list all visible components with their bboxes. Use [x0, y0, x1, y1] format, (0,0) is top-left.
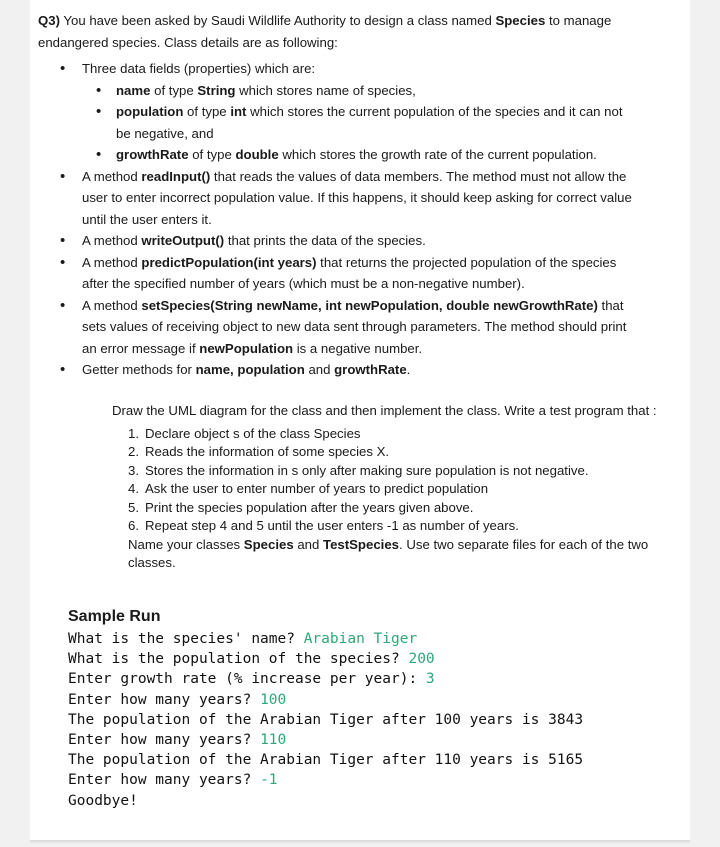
list-item: • Getter methods for name, population and growthRate.: [38, 359, 638, 381]
user-input: -1: [260, 772, 278, 789]
task-intro: Draw the UML diagram for the class and then implement the class. Write a test program that :: [112, 403, 657, 418]
user-input: 100: [260, 691, 287, 708]
question-block: [38, 10, 638, 381]
sample-run: [68, 607, 678, 811]
task-steps: [112, 425, 662, 536]
list-item: • Three data fields (properties) which are: • name of type String which stores name of species, • population of type int which stores the current population of the species and it can not be negative, and • growthRate of type double which stores the growth rate of the current population.: [38, 58, 638, 166]
list-item: • A method readInput() that reads the values of data members. The method must not allow the user to enter incorrect population value. If this happens, it should keep asking for correct value until the user enters it.: [38, 166, 638, 231]
task-block: [112, 402, 662, 573]
page-shadow: [30, 840, 690, 844]
console-line: What is the species' name? Arabian Tiger: [68, 631, 418, 647]
console-line: What is the population of the species? 200: [68, 651, 435, 668]
list-item: 4. Ask the user to enter number of years to predict population: [128, 481, 489, 496]
list-item: 1. Declare object s of the class Species: [128, 425, 361, 441]
list-item: • name of type String which stores name of species,: [82, 80, 638, 102]
user-input: Arabian Tiger: [303, 631, 418, 647]
console-line: Enter how many years? 100: [68, 691, 287, 708]
class-names-note: Name your classes Species and TestSpecies. Use two separate files for each of the two classes.: [128, 536, 649, 570]
fields-list: [82, 80, 638, 166]
console-line: Goodbye!: [68, 792, 138, 809]
list-item: • A method setSpecies(String newName, int newPopulation, double newGrowthRate) that sets values of receiving object to new data sent through parameters. The method should print an error message if newPopulation is a negative number.: [38, 295, 638, 360]
list-item: • A method predictPopulation(int years) that returns the projected population of the species after the specified number of years (which must be a non-negative number).: [38, 252, 638, 295]
user-input: 110: [260, 732, 287, 749]
requirements-list: [38, 58, 638, 381]
list-item: • growthRate of type double which stores the growth rate of the current population.: [82, 144, 638, 166]
console-line: Enter how many years? 110: [68, 732, 287, 749]
console-line: The population of the Arabian Tiger after 100 years is 3843: [68, 711, 584, 728]
sample-run-title: Sample Run: [68, 608, 161, 625]
user-input: 200: [408, 651, 435, 668]
list-item: 5. Print the species population after the years given above.: [128, 499, 474, 515]
console-line: The population of the Arabian Tiger after 110 years is 5165: [68, 752, 584, 769]
user-input: 3: [425, 671, 435, 688]
list-item: 6. Repeat step 4 and 5 until the user enters -1 as number of years.: [128, 518, 519, 533]
list-item: • population of type int which stores the current population of the species and it can not be negative, and: [82, 101, 638, 144]
console-line: Enter growth rate (% increase per year): 3: [68, 671, 435, 688]
question-intro: Q3) You have been asked by Saudi Wildlife Authority to design a class named Species to manage endangered species. Class details are as following:: [38, 13, 612, 50]
console-line: Enter how many years? -1: [68, 772, 278, 789]
list-item: 2. Reads the information of some species X.: [128, 444, 390, 459]
list-item: • A method writeOutput() that prints the data of the species.: [38, 230, 638, 252]
list-item: 3. Stores the information in s only after making sure population is not negative.: [128, 462, 589, 478]
question-label: Q3): [38, 13, 60, 28]
